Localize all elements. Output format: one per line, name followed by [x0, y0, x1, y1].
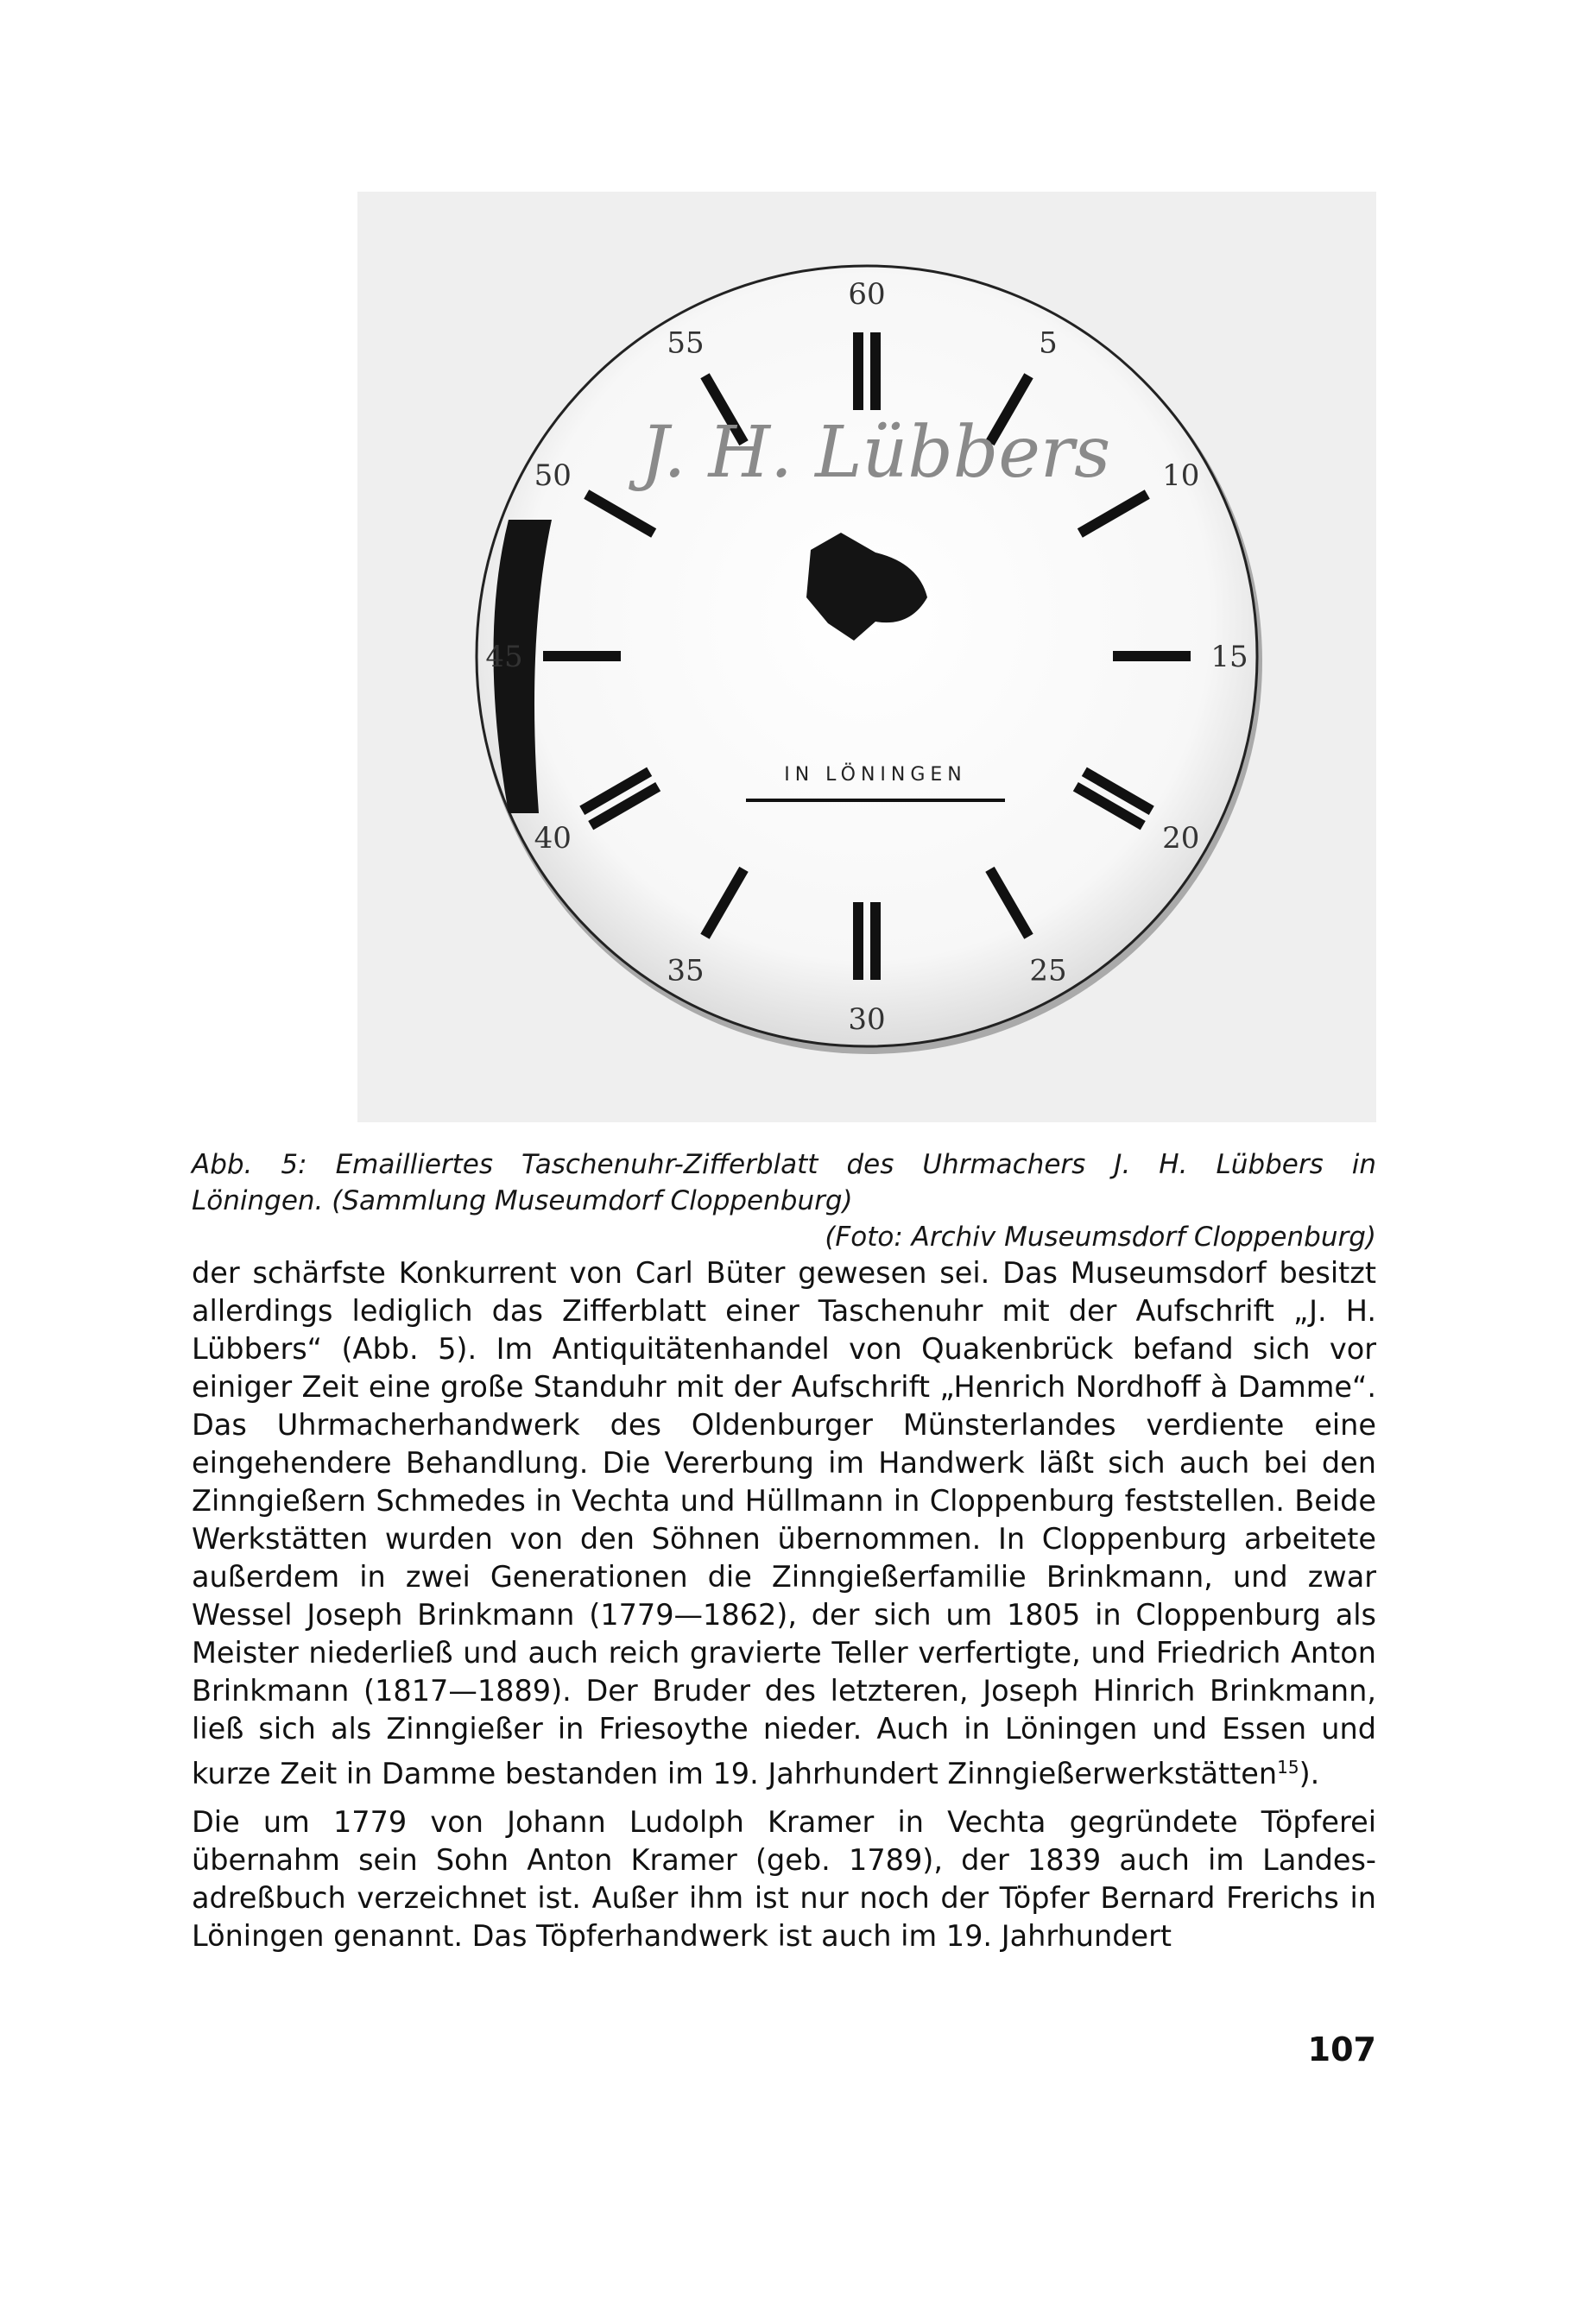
hour-mark-stroke — [543, 651, 621, 661]
paragraph-1 — [192, 1254, 1376, 1793]
footnote-reference: 15 — [1277, 1757, 1299, 1778]
hour-mark-stroke — [853, 332, 863, 410]
minute-label: 60 — [848, 277, 886, 312]
minute-label: 5 — [1039, 325, 1058, 361]
body-text — [192, 1254, 1376, 1955]
hour-mark-stroke — [1113, 651, 1191, 661]
minute-label: 15 — [1210, 640, 1248, 674]
hour-mark-stroke — [870, 902, 881, 980]
minute-label: 30 — [848, 1002, 886, 1037]
hour-mark-stroke — [870, 332, 881, 410]
watch-dial-illustration — [357, 192, 1376, 1122]
minute-label: 50 — [534, 458, 572, 493]
page-number: 107 — [1307, 2030, 1376, 2068]
minute-label: 20 — [1162, 821, 1200, 856]
paragraph-2: Die um 1779 von Johann Ludolph Kramer in Vechta gegründete Töpferei übernahm sein Sohn Anton Kramer (geb. 1789), der 1839 auch im Landesadreßbuch verzeichnet ist. Außer ihm ist nur noch der Töpfer Bernard Frerichs in Löningen genannt. Das Töpferhandwerk ist auch im 19. Jahrhundert — [192, 1805, 1376, 1954]
minute-label: 25 — [1029, 953, 1067, 988]
photo-credit: (Foto: Archiv Museumsdorf Cloppenburg) — [825, 1222, 1376, 1253]
hour-mark-stroke — [853, 902, 863, 980]
minute-label: 40 — [534, 821, 572, 856]
minute-label: 35 — [667, 953, 705, 988]
caption-line-1: Abb. 5: Emailliertes Taschenuhr-Zifferblatt des Uhrmachers J. H. Lübbers in — [192, 1149, 1376, 1180]
hour-mark — [543, 651, 621, 661]
dial-signature: J. H. Lübbers — [640, 412, 1111, 494]
minute-label: 55 — [667, 325, 705, 361]
minute-label: 45 — [485, 640, 523, 674]
paragraph-1-end: ). — [1299, 1757, 1320, 1791]
hour-mark — [1113, 651, 1191, 661]
figure-caption — [192, 1146, 1376, 1255]
paragraph-1-text: der schärfste Konkurrent von Carl Büter gewesen sei. Das Museumsdorf besitzt allerdings lediglich das Zifferblatt einer Taschenuhr mit der Aufschrift „J. H. Lübbers“ (Abb. 5). Im Antiquitätenhandel von Quakenbrück befand sich vor einiger Zeit eine große Standuhr mit der Aufschrift „Henrich Nordhoff à Damme“. Das Uhrmacherhandwerk des Oldenburger Münsterlandes verdiente eine eingehendere Behandlung. Die Vererbung im Handwerk läßt sich auch bei den Zinngießern Schmedes in Vechta und Hüllmann in Cloppenburg feststellen. Beide Werkstätten wurden von den Söhnen übernommen. In Cloppenburg arbeitete außerdem in zwei Generationen die Zinngießerfamilie Brinkmann, und zwar Wessel Joseph Brinkmann (1779—1862), der sich um 1805 in Cloppenburg als Meister niederließ und auch reich gravierte Teller verfertigte, und Friedrich Anton Brinkmann (1817—1889). Der Bruder des letzteren, Joseph Hinrich Brinkmann, ließ sich als Zinngießer in Friesoythe nieder. Auch in Löningen und Essen und kurze Zeit in Damme bestanden im 19. Jahrhundert Zinngießerwerkstätten — [192, 1256, 1376, 1791]
caption-line-2: Löningen. (Sammlung Museumdorf Cloppenburg) — [192, 1185, 853, 1216]
minute-label: 10 — [1162, 458, 1200, 493]
dial-place-inscription: IN LÖNINGEN — [784, 764, 967, 786]
pocket-watch-dial-photo — [357, 192, 1376, 1122]
